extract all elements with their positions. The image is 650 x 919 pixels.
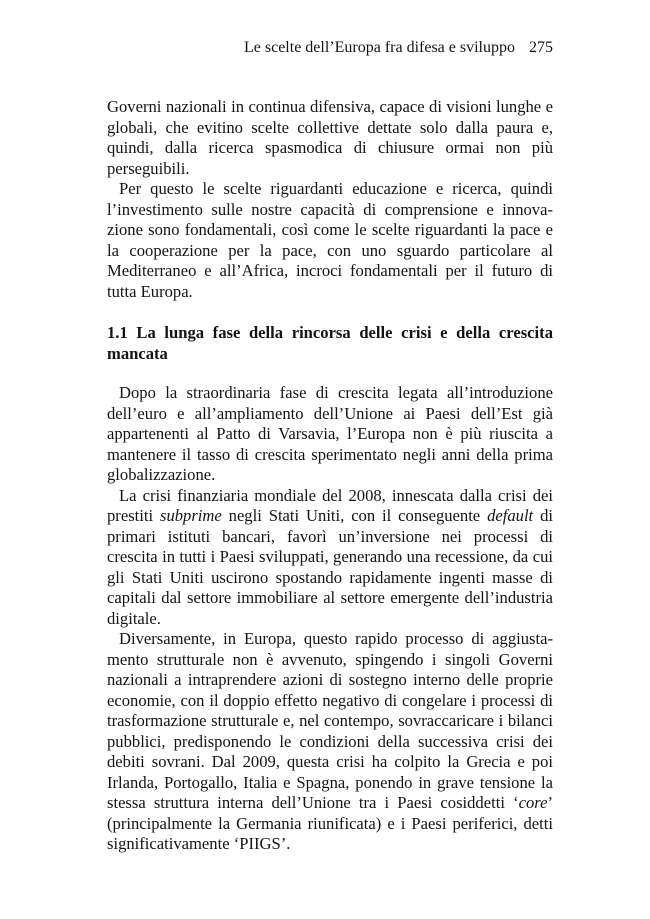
text-run: Per questo le scelte riguardanti educazione e ricerca, quindi l’investimento sulle nostre capacità di comprensione e innova-zione sono fondamentali, così come le scelte riguardanti la pace e la cooperazione per la pace, con uno sguardo particolare al Mediterraneo e all’Africa, incroci fondamentali per il futuro di tutta Europa. — [107, 179, 553, 301]
italic-term: core — [518, 793, 548, 812]
paragraph — [107, 486, 553, 630]
text-run: Dopo la straordinaria fase di crescita legata all’introduzione dell’euro e all’ampliamento dell’Unione ai Paesi dell’Est già appartenenti al Patto di Varsavia, l’Europa non è più riuscita a mantenere il tasso di crescita sperimentato negli anni della prima globalizzazione. — [107, 383, 553, 484]
italic-term: subprime — [159, 506, 222, 525]
running-header-title: Le scelte dell’Europa fra difesa e sviluppo — [244, 39, 515, 56]
paragraph — [107, 179, 553, 302]
page-body — [107, 97, 553, 855]
italic-term: default — [487, 506, 534, 525]
text-run: Diversamente, in Europa, questo rapido processo di aggiusta-mento strutturale non è avvenuto, spingendo i singoli Governi nazionali a intraprendere azioni di sostegno interno delle proprie economie, con il doppio effetto negativo di congelare i processi di trasformazione strutturale e, nel contempo, sovraccaricare i bilanci pubblici, predisponendo le condizioni della successiva crisi dei debiti sovrani. Dal 2009, questa crisi ha colpito la Grecia e poi Irlanda, Portogallo, Italia e Spagna, ponendo in grave tensione la stessa struttura interna dell’Unione tra i Paesi cosiddetti ‘ — [107, 629, 553, 812]
paragraph — [107, 97, 553, 179]
paragraph — [107, 383, 553, 486]
text-run: La crisi finanziaria mondiale del 2008, innescata dalla crisi dei prestiti — [107, 485, 553, 525]
running-header — [107, 38, 553, 58]
text-run: Governi nazionali in continua difensiva, capace di visioni lunghe e globali, che evitino scelte collettive dettate solo dalla paura e, quindi, dalla ricerca spasmodica di chiusure ormai non più perseguibili. — [107, 97, 553, 178]
text-run: di primari istituti bancari, favorì un’inversione nei processi di crescita in tutti i Paesi sviluppati, generando una recessione, da cui gli Stati Uniti uscirono spostando rapidamente ingenti masse di capitali dal settore immobiliare al settore emergente dell’industria digitale. — [107, 506, 553, 628]
section-heading: 1.1 La lunga fase della rincorsa delle crisi e della crescita mancata — [107, 323, 553, 363]
page-number: 275 — [529, 39, 553, 56]
text-run: negli Stati Uniti, con il conseguente — [221, 506, 488, 525]
paragraph — [107, 629, 553, 855]
text-run: ’ (principalmente la Germania riunificata) e i Paesi periferici, detti significativamente ‘PIIGS’. — [107, 793, 553, 853]
